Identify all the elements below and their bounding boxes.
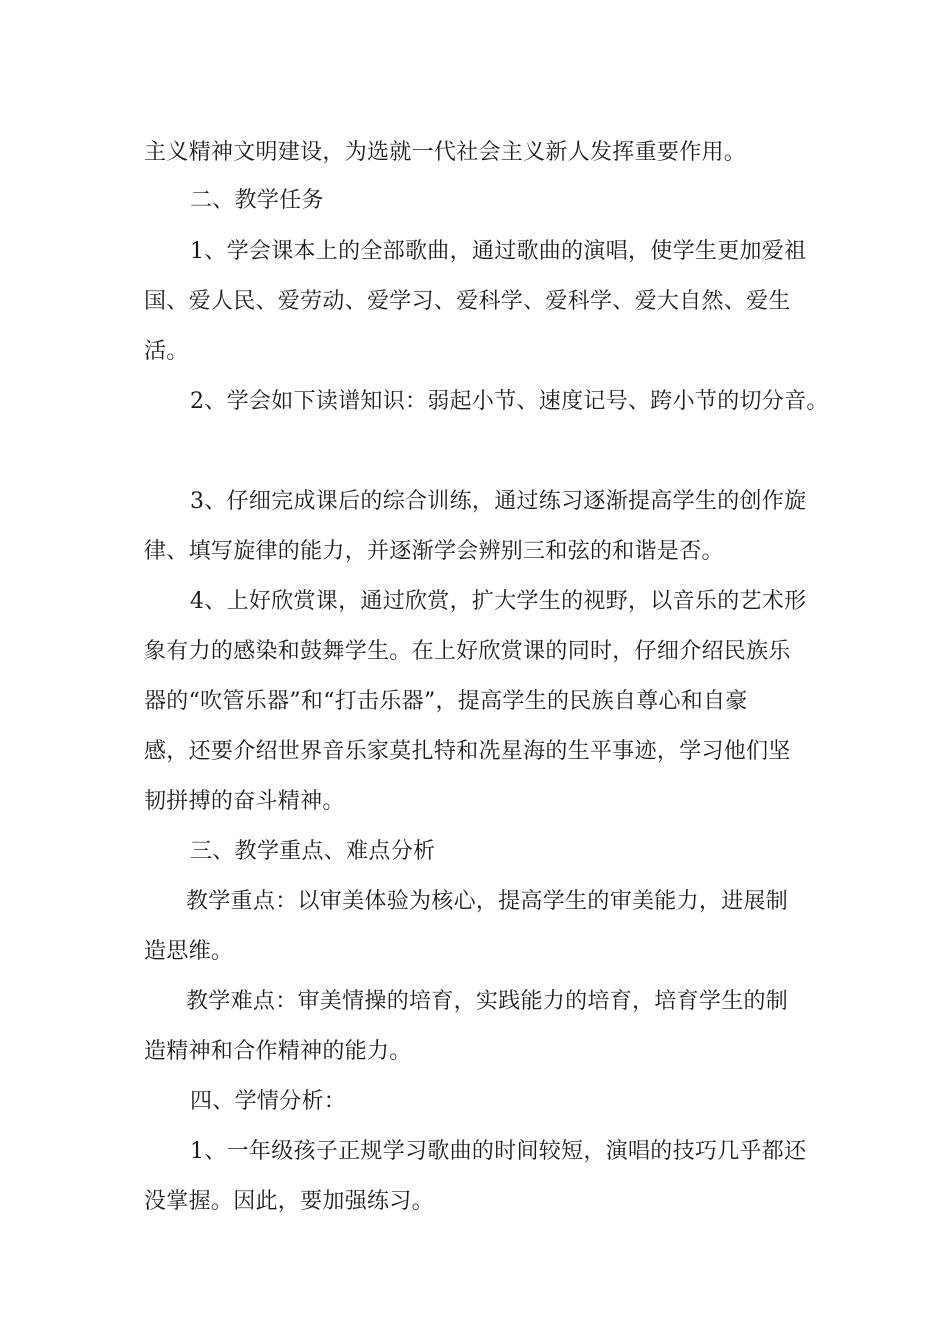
section-heading-learning-analysis: 四、学情分析： [190, 1089, 347, 1114]
paragraph-line: 韧拼搏的奋斗精神。 [144, 789, 345, 814]
paragraph-line: 教学难点：审美情操的培育，实践能力的培育，培育学生的制 [186, 989, 789, 1014]
paragraph-line: 象有力的感染和鼓舞学生。在上好欣赏课的同时，仔细介绍民族乐 [144, 639, 791, 664]
paragraph-line: 感，还要介绍世界音乐家莫扎特和冼星海的生平事迹，学习他们坚 [144, 739, 791, 764]
paragraph-line: 器的“吹管乐器”和“打击乐器”，提高学生的民族自尊心和自豪 [144, 689, 748, 714]
section-heading-teaching-tasks: 二、教学任务 [190, 188, 324, 213]
paragraph-line: 没掌握。因此，要加强练习。 [144, 1189, 434, 1214]
paragraph-line: 4、上好欣赏课，通过欣赏，扩大学生的视野，以音乐的艺术形 [190, 589, 807, 614]
paragraph-line: 2、学会如下读谱知识：弱起小节、速度记号、跨小节的切分音。 [190, 389, 829, 414]
paragraph-line: 主义精神文明建设，为选就一代社会主义新人发挥重要作用。 [144, 140, 747, 165]
paragraph-line: 律、填写旋律的能力，并逐渐学会辨别三和弦的和谐是否。 [144, 539, 724, 564]
paragraph-line: 活。 [144, 339, 189, 364]
paragraph-line: 教学重点：以审美体验为核心，提高学生的审美能力，进展制 [186, 889, 789, 914]
paragraph-line: 造精神和合作精神的能力。 [144, 1039, 412, 1064]
paragraph-line: 造思维。 [144, 939, 234, 964]
paragraph-line: 1、一年级孩子正规学习歌曲的时间较短，演唱的技巧几乎都还 [190, 1139, 807, 1164]
paragraph-line: 3、仔细完成课后的综合训练，通过练习逐渐提高学生的创作旋 [190, 489, 807, 514]
paragraph-line: 1、学会课本上的全部歌曲，通过歌曲的演唱，使学生更加爱祖 [190, 239, 807, 264]
paragraph-line: 国、爱人民、爱劳动、爱学习、爱科学、爱科学、爱大自然、爱生 [144, 289, 791, 314]
section-heading-key-points: 三、教学重点、难点分析 [190, 839, 436, 864]
